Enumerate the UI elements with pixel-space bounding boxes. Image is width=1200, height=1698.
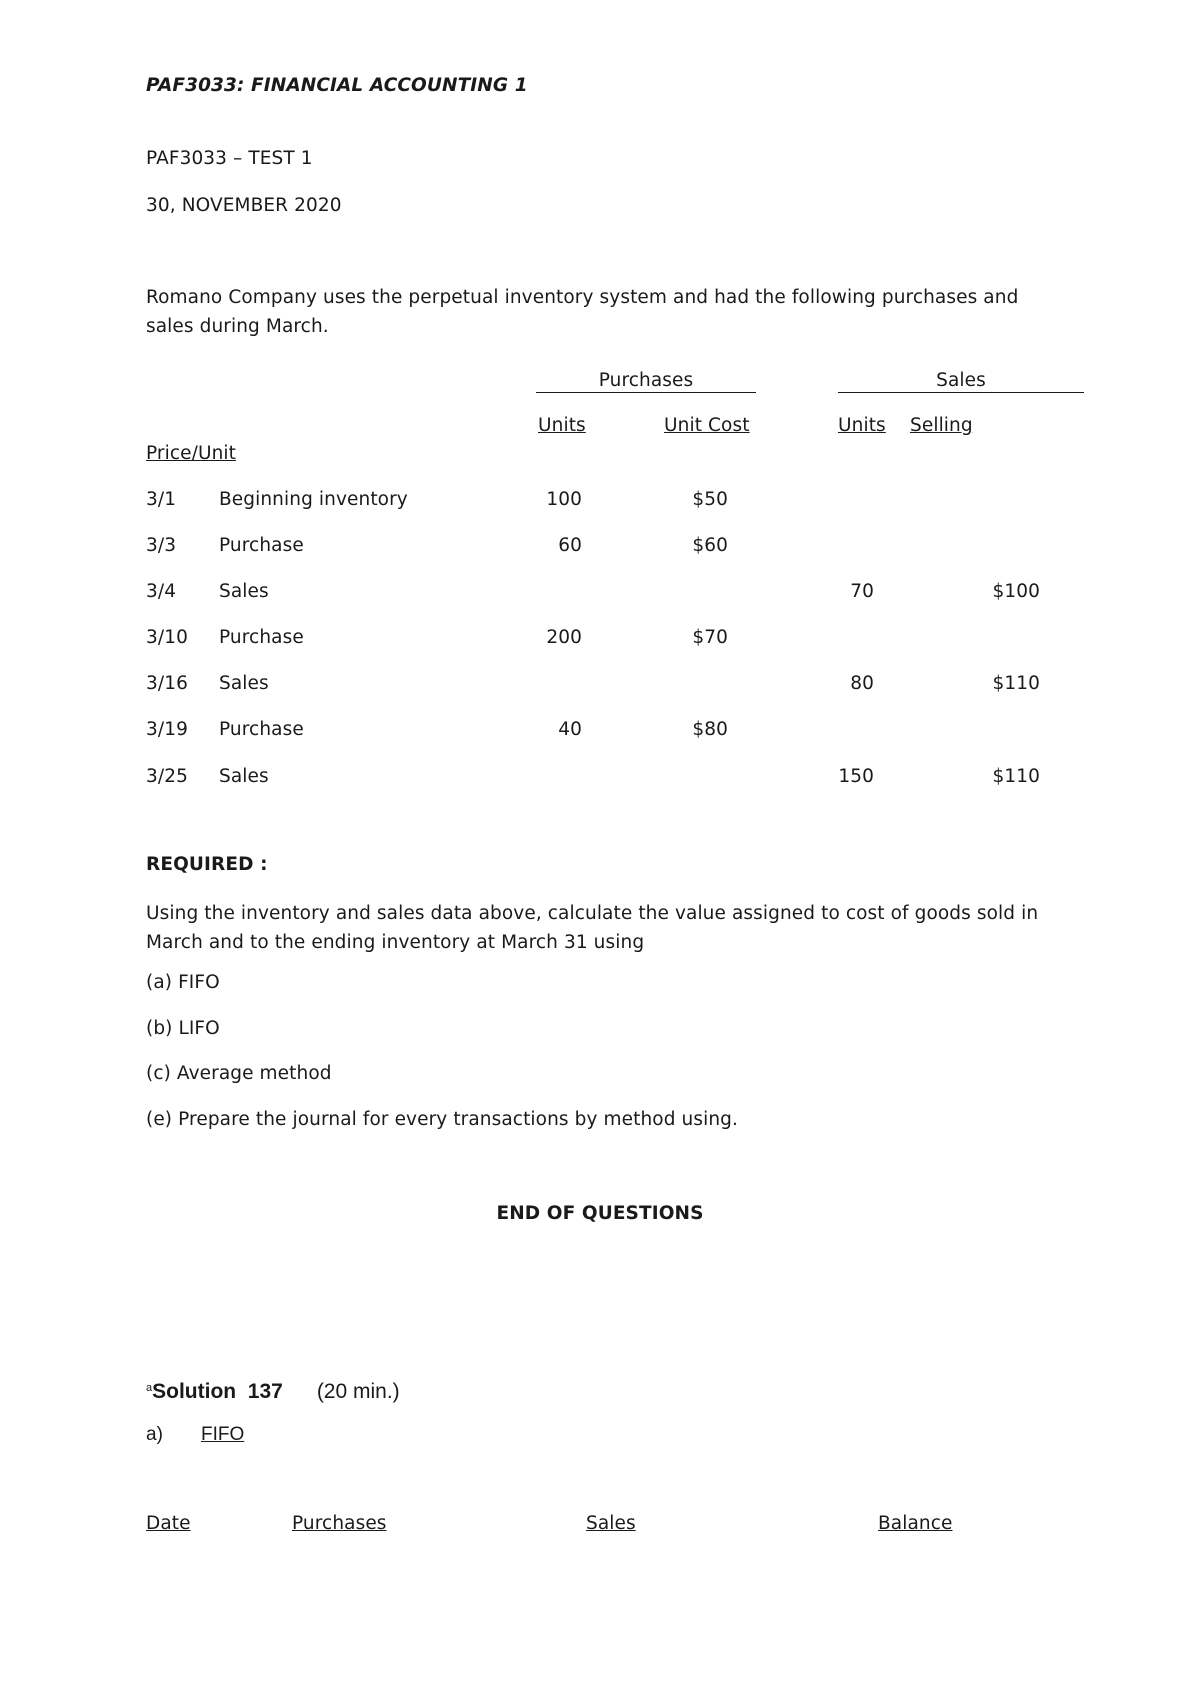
option-b [146,1018,220,1039]
option-text: LIFO [178,1018,220,1039]
part-title: FIFO [201,1424,245,1445]
option-text: Prepare the journal for every transactions by method using. [178,1109,738,1130]
solution-title: Solution 137 [152,1380,283,1403]
sales-group-header: Sales [838,370,1084,393]
row-date: 3/1 [146,489,177,510]
row-sales-units: 150 [838,766,874,787]
table-row [0,673,1200,703]
column-balance: Balance [878,1513,953,1534]
table-row [0,627,1200,657]
row-selling-price: $100 [992,581,1040,602]
table-row [0,766,1200,796]
column-purchases: Purchases [292,1513,387,1534]
selling-header: Selling [910,415,973,436]
row-unit-cost: $60 [692,535,728,556]
row-description: Beginning inventory [219,489,408,510]
row-unit-cost: $70 [692,627,728,648]
table-row [0,489,1200,519]
table-row [0,535,1200,565]
row-purchase-units: 40 [558,719,582,740]
option-label: (a) [146,972,173,993]
solution-heading [146,1380,400,1404]
test-date: 30, NOVEMBER 2020 [146,195,342,216]
row-sales-units: 70 [850,581,874,602]
row-description: Purchase [219,719,304,740]
row-purchase-units: 100 [546,489,582,510]
purchase-units-header: Units [538,415,586,436]
row-selling-price: $110 [992,766,1040,787]
row-unit-cost: $50 [692,489,728,510]
test-title: PAF3033 – TEST 1 [146,148,313,169]
problem-intro: Romano Company uses the perpetual inventory system and had the following purchases and sales during March. [146,287,1019,337]
row-unit-cost: $80 [692,719,728,740]
row-date: 3/25 [146,766,188,787]
required-title: REQUIRED : [146,854,268,875]
solution-marker: a [146,1382,153,1394]
option-label: (b) [146,1018,173,1039]
column-date: Date [146,1513,191,1534]
option-a [146,972,220,993]
row-selling-price: $110 [992,673,1040,694]
row-description: Sales [219,766,269,787]
purchases-group-header: Purchases [536,370,756,393]
page-header: PAF3033: FINANCIAL ACCOUNTING 1 [146,75,528,96]
sales-units-header: Units [838,415,886,436]
table-row [0,719,1200,749]
row-purchase-units: 200 [546,627,582,648]
row-sales-units: 80 [850,673,874,694]
part-a-heading [146,1424,244,1446]
row-date: 3/4 [146,581,177,602]
row-date: 3/10 [146,627,188,648]
row-date: 3/3 [146,535,177,556]
option-e [146,1109,738,1130]
price-unit-header: Price/Unit [146,443,237,464]
option-text: Average method [176,1063,332,1084]
row-description: Purchase [219,627,304,648]
solution-time: (20 min.) [316,1380,400,1403]
option-text: FIFO [178,972,220,993]
row-date: 3/19 [146,719,188,740]
end-of-questions: END OF QUESTIONS [496,1203,704,1224]
table-row [0,581,1200,611]
row-description: Purchase [219,535,304,556]
row-purchase-units: 60 [558,535,582,556]
option-label: (e) [146,1109,173,1130]
row-date: 3/16 [146,673,188,694]
row-description: Sales [219,581,269,602]
required-text: Using the inventory and sales data above, calculate the value assigned to cost of goods sold in March and to the ending inventory at March 31 using [146,903,1039,953]
option-c [146,1063,332,1084]
part-label: a) [146,1424,163,1445]
unit-cost-header: Unit Cost [664,415,750,436]
row-description: Sales [219,673,269,694]
column-sales: Sales [586,1513,636,1534]
option-label: (c) [146,1063,171,1084]
